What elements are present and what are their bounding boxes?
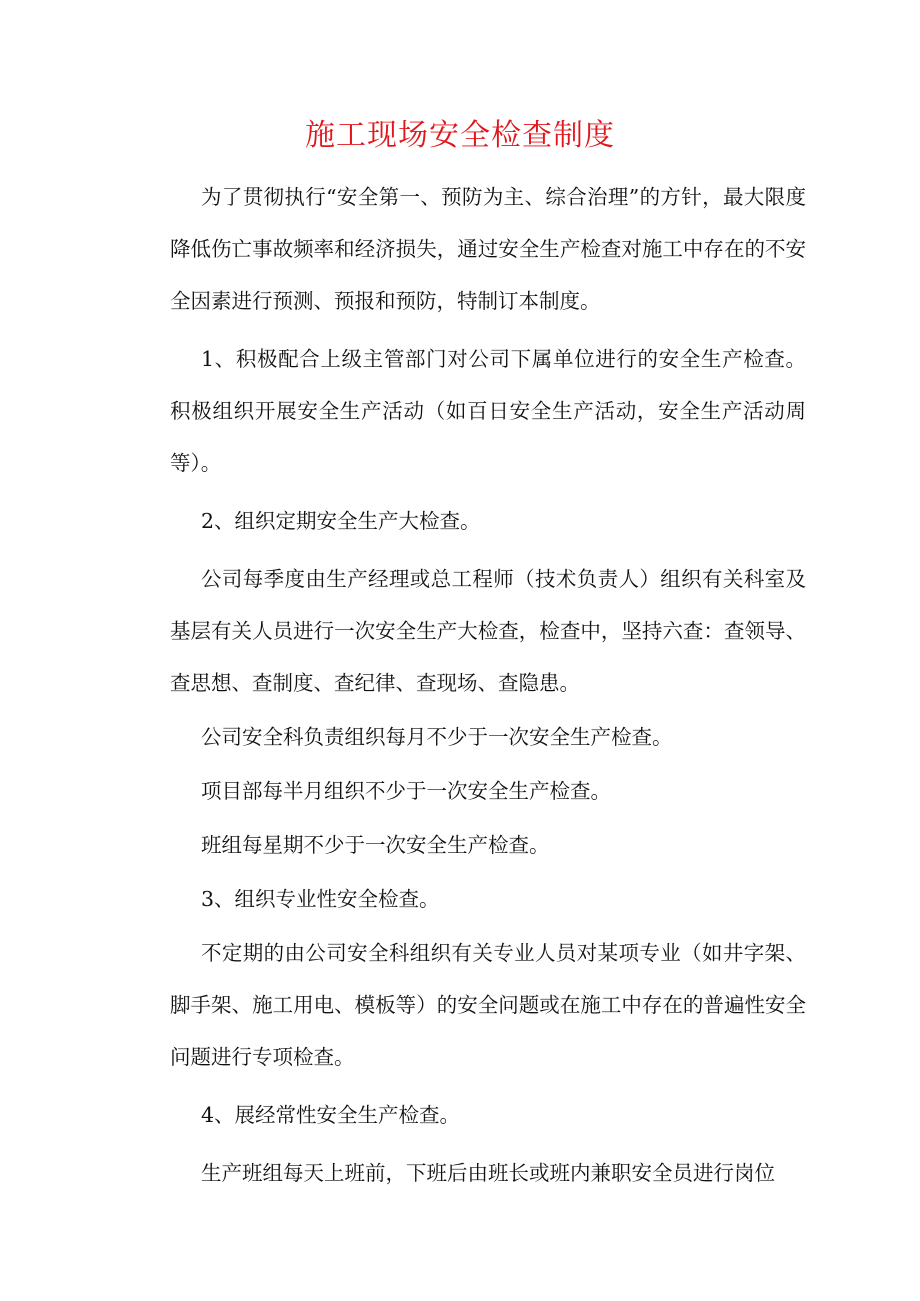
paragraph-weekly-inspection: 班组每星期不少于一次安全生产检查。 [201,833,550,857]
document-title: 施工现场安全检查制度 [305,118,615,153]
paragraph-item-2-heading: 2、组织定期安全生产大检查。 [201,509,481,533]
paragraph-daily-inspection: 生产班组每天上班前，下班后由班长或班内兼职安全员进行岗位 [201,1161,775,1185]
paragraph-semimonthly-inspection: 项目部每半月组织不少于一次安全生产检查。 [201,779,611,803]
paragraph-item-3-heading: 3、组织专业性安全检查。 [201,887,440,911]
paragraph-item-1: 1、积极配合上级主管部门对公司下属单位进行的安全生产检查。积极组织开展安全生产活动（如百日安全生产活动，安全生产活动周等）。 [170,347,806,475]
paragraph-monthly-inspection: 公司安全科负责组织每月不少于一次安全生产检查。 [201,725,673,749]
document-body [170,171,806,1199]
paragraph-intro: 为了贯彻执行“安全第一、预防为主、综合治理”的方针，最大限度降低伤亡事故频率和经济损失，通过安全生产检查对施工中存在的不安全因素进行预测、预报和预防，特制订本制度。 [170,185,806,313]
paragraph-special-inspection: 不定期的由公司安全科组织有关专业人员对某项专业（如井字架、脚手架、施工用电、模板等）的安全问题或在施工中存在的普遍性安全问题进行专项检查。 [170,941,806,1069]
paragraph-quarterly-inspection: 公司每季度由生产经理或总工程师（技术负责人）组织有关科室及基层有关人员进行一次安全生产大检查，检查中，坚持六查：查领导、查思想、查制度、查纪律、查现场、查隐患。 [170,567,806,695]
paragraph-item-4-heading: 4、展经常性安全生产检查。 [201,1103,461,1127]
